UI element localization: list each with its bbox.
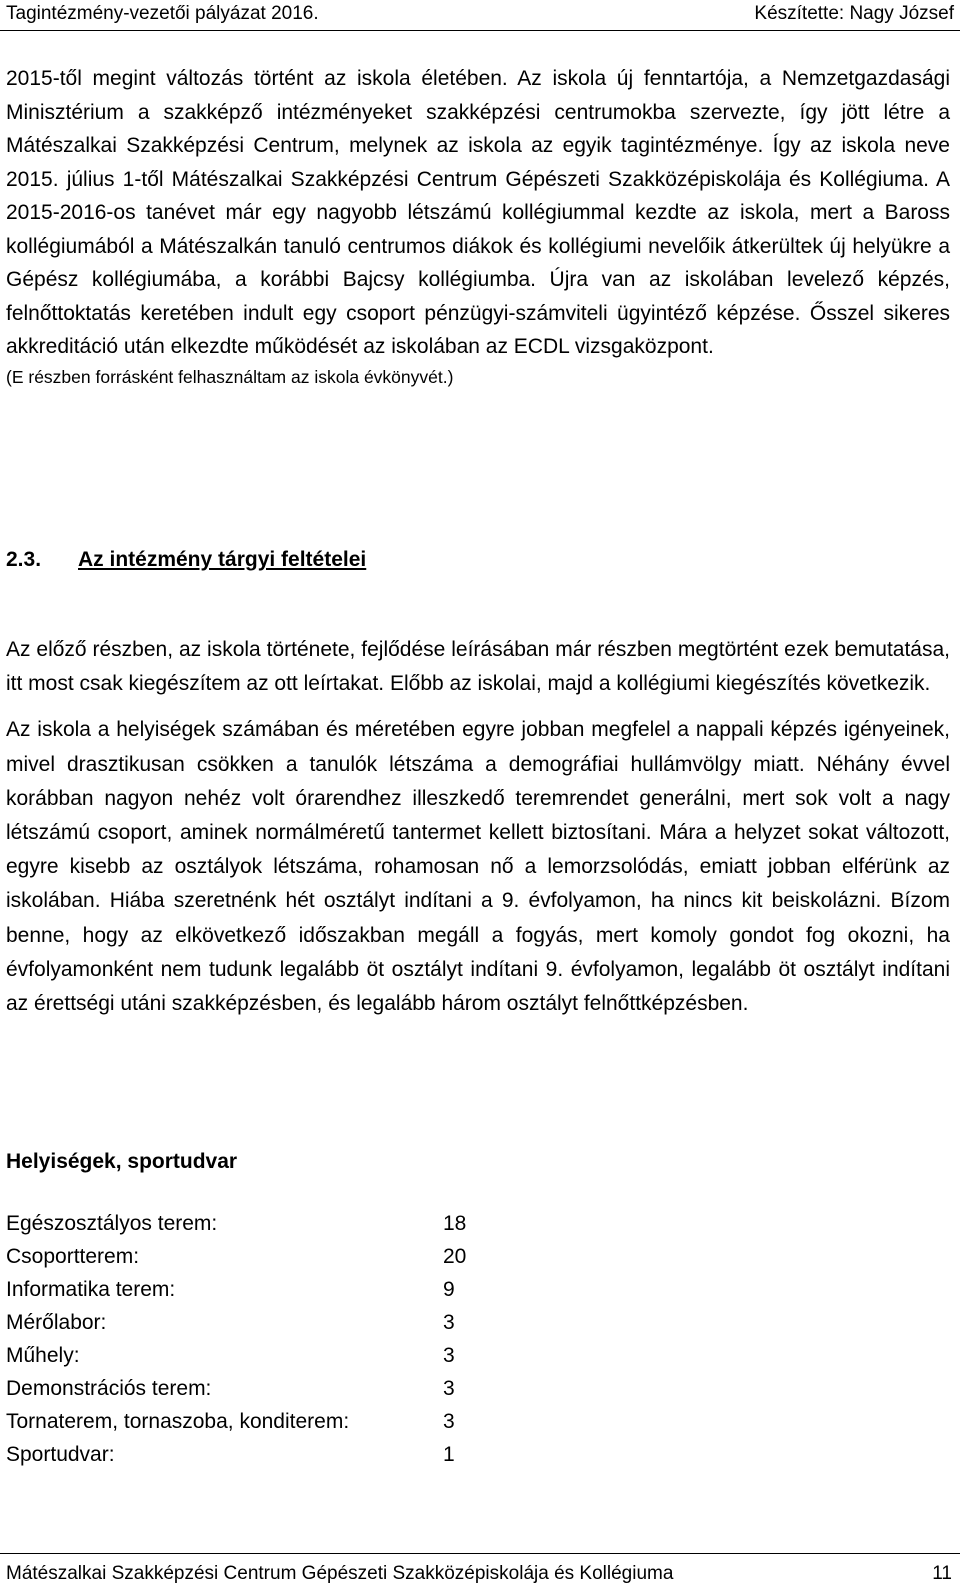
source-note: (E részben forrásként felhasználtam az iskola évkönyvét.) <box>6 366 454 387</box>
room-count: 18 <box>443 1212 467 1235</box>
list-item <box>6 1240 606 1273</box>
intro-section <box>6 62 950 390</box>
room-count: 3 <box>443 1344 455 1367</box>
room-name: Csoportterem: <box>6 1245 140 1268</box>
list-item <box>6 1306 606 1339</box>
room-name: Egészosztályos terem: <box>6 1212 218 1235</box>
footer-rule <box>0 1553 960 1554</box>
list-item <box>6 1438 606 1471</box>
room-count: 3 <box>443 1311 455 1334</box>
list-item <box>6 1207 606 1240</box>
list-item <box>6 1372 606 1405</box>
room-count: 1 <box>443 1443 455 1466</box>
paragraph: Az előző részben, az iskola története, fejlődése leírásában már részben megtörtént ezek bemutatása, itt most csak kiegészítem az ott leírtakat. Előbb az iskolai, majd a kollégiumi kiegészítés következik. <box>6 638 950 696</box>
section-body <box>6 633 950 1033</box>
section-heading <box>6 548 950 572</box>
room-name: Mérőlabor: <box>6 1311 107 1334</box>
page-footer <box>0 1553 960 1593</box>
section-number: 2.3. <box>6 548 42 571</box>
list-item <box>6 1405 606 1438</box>
room-count: 3 <box>443 1377 455 1400</box>
room-name: Sportudvar: <box>6 1443 115 1466</box>
intro-paragraph: 2015-től megint változás történt az iskola életében. Az iskola új fenntartója, a Nemzetgazdasági Minisztérium a szakképző intézményeket szakképzési centrumokba szervezte, így jött létre a Mátészalkai Szakképzési Centrum, melynek az iskola az egyik tagintézménye. Így az iskola neve 2015. július 1-től Mátészalkai Szakképzési Centrum Gépészeti Szakközépiskolája és Kollégiuma. A 2015-2016-os tanévet már egy nagyobb létszámú kollégiummal kezdte az iskola, mert a Baross kollégiumából a Mátészalkán tanuló centrumos diákok és kollégiumi nevelőik átkerültek új helyükre a Gépész kollégiumába, a korábbi Bajcsy kollégiumba. Újra van az iskolában levelező képzés, felnőttoktatás keretében indult egy csoport pénzügyi-számviteli ügyintéző képzése. Ősszel sikeres akkreditáció után elkezdte működését az iskolában az ECDL vizsgaközpont. <box>6 67 950 358</box>
list-item <box>6 1339 606 1372</box>
page-number: 11 <box>932 1563 952 1584</box>
page-header <box>0 0 960 40</box>
paragraph: Az iskola a helyiségek számában és méretében egyre jobban megfelel a nappali képzés igényeinek, mivel drasztikusan csökken a tanulók létszáma a demográfiai hullámvölgy miatt. Néhány évvel korábban nagyon nehéz volt órarendhez illeszkedő teremrendet generálni, mert sok volt a nagy létszámú csoport, aminek normálméretű tantermet kellett biztosítani. Mára a helyzet sokat változott, egyre kisebb az osztályok létszáma, rohamosan nő a lemorzsolódás, emiatt jobban elférünk az iskolában. Hiába szeretnénk hét osztályt indítani a 9. évfolyamon, ha nincs kit beiskolázni. Bízom benne, hogy az elkövetkező időszakban megáll a fogyás, mert komoly gondot fog okozni, ha évfolyamonként nem tudunk legalább öt osztályt indítani 9. évfolyamon, legalább öt osztályt indítani az érettségi utáni szakképzésben, és legalább három osztályt felnőttképzésben. <box>6 718 950 1016</box>
room-name: Informatika terem: <box>6 1278 176 1301</box>
header-rule <box>0 30 960 31</box>
subheading: Helyiségek, sportudvar <box>6 1150 238 1173</box>
room-count: 9 <box>443 1278 455 1301</box>
room-count: 3 <box>443 1410 455 1433</box>
rooms-list <box>6 1207 606 1471</box>
footer-institution: Mátészalkai Szakképzési Centrum Gépészeti Szakközépiskolája és Kollégiuma <box>6 1563 674 1584</box>
room-count: 20 <box>443 1245 467 1268</box>
room-name: Demonstrációs terem: <box>6 1377 212 1400</box>
room-name: Műhely: <box>6 1344 80 1367</box>
header-title: Tagintézmény-vezetői pályázat 2016. <box>6 3 319 24</box>
room-name: Tornaterem, tornaszoba, konditerem: <box>6 1410 350 1433</box>
header-author: Készítette: Nagy József <box>754 3 954 24</box>
section-title: Az intézmény tárgyi feltételei <box>78 548 367 571</box>
list-item <box>6 1273 606 1306</box>
